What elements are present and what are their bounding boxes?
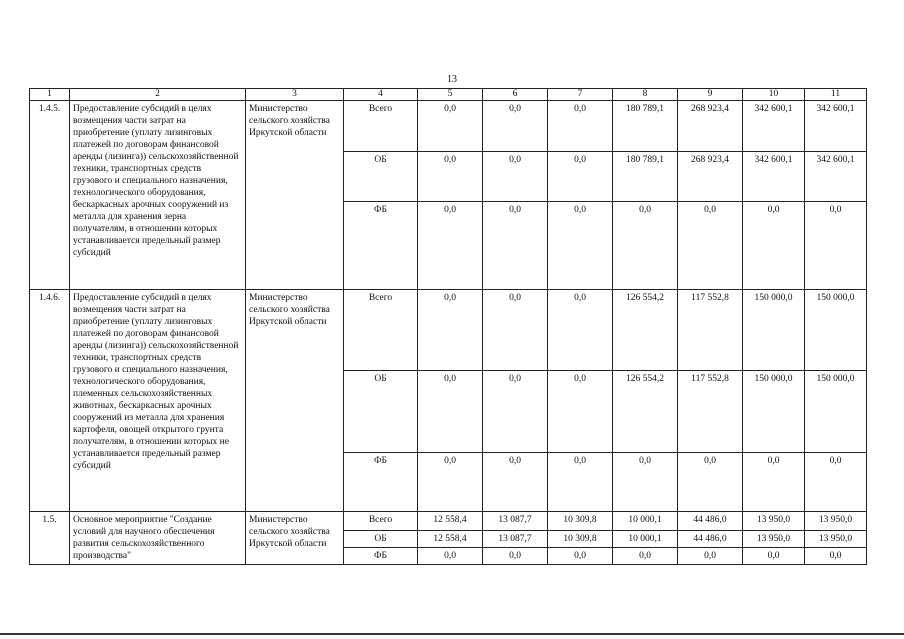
row-executor: Министерство сельского хозяйства Иркутской области — [246, 101, 344, 290]
row-description: Предоставление субсидий в целях возмещения части затрат на приобретение (уплату лизинговых платежей по договорам финансовой аренды (лизинга)) сельскохозяйственной техники, транспортных средств грузового и специального назначения, технологического оборудования, бескаркасных арочных сооружений из металла для хранения зерна получателям, в отношении которых устанавливается предельный размер субсидий — [70, 101, 246, 290]
value-cell: 0,0 — [548, 371, 613, 453]
budget-table — [29, 88, 867, 565]
value-cell: 0,0 — [483, 101, 548, 152]
value-cell: 0,0 — [548, 101, 613, 152]
value-cell: 0,0 — [418, 290, 483, 371]
value-cell: 0,0 — [483, 152, 548, 202]
scan-edge-line — [0, 633, 904, 635]
value-cell: 12 558,4 — [418, 512, 483, 531]
value-cell: 0,0 — [678, 548, 743, 565]
row-number: 1.4.5. — [30, 101, 70, 290]
table-row — [30, 512, 867, 531]
value-cell: 13 950,0 — [805, 531, 867, 548]
value-cell: 0,0 — [548, 548, 613, 565]
value-cell: 0,0 — [418, 548, 483, 565]
value-cell: 0,0 — [418, 202, 483, 290]
source-label: Всего — [344, 101, 418, 152]
value-cell: 342 600,1 — [743, 152, 805, 202]
value-cell: 180 789,1 — [613, 152, 678, 202]
value-cell: 10 309,8 — [548, 531, 613, 548]
value-cell: 0,0 — [418, 371, 483, 453]
value-cell: 0,0 — [548, 152, 613, 202]
value-cell: 10 309,8 — [548, 512, 613, 531]
value-cell: 13 950,0 — [805, 512, 867, 531]
value-cell: 150 000,0 — [743, 290, 805, 371]
value-cell: 13 950,0 — [743, 531, 805, 548]
value-cell: 0,0 — [743, 453, 805, 512]
value-cell: 0,0 — [743, 202, 805, 290]
value-cell: 0,0 — [805, 453, 867, 512]
value-cell: 0,0 — [483, 202, 548, 290]
value-cell: 150 000,0 — [805, 371, 867, 453]
row-description: Основное мероприятие "Создание условий для научного обеспечения развития сельскохозяйственного производства" — [70, 512, 246, 565]
value-cell: 0,0 — [678, 453, 743, 512]
table-row — [30, 101, 867, 152]
value-cell: 0,0 — [483, 453, 548, 512]
value-cell: 0,0 — [483, 548, 548, 565]
source-label: Всего — [344, 512, 418, 531]
source-label: ФБ — [344, 548, 418, 565]
value-cell: 0,0 — [743, 548, 805, 565]
column-header: 9 — [678, 89, 743, 101]
value-cell: 0,0 — [548, 290, 613, 371]
value-cell: 0,0 — [613, 453, 678, 512]
value-cell: 126 554,2 — [613, 371, 678, 453]
page-number: 13 — [447, 74, 457, 85]
value-cell: 0,0 — [418, 152, 483, 202]
source-label: ФБ — [344, 202, 418, 290]
value-cell: 0,0 — [548, 202, 613, 290]
value-cell: 10 000,1 — [613, 531, 678, 548]
value-cell: 0,0 — [418, 453, 483, 512]
value-cell: 0,0 — [678, 202, 743, 290]
value-cell: 0,0 — [483, 290, 548, 371]
value-cell: 268 923,4 — [678, 101, 743, 152]
source-label: Всего — [344, 290, 418, 371]
column-header: 10 — [743, 89, 805, 101]
table-row — [30, 290, 867, 371]
column-header: 6 — [483, 89, 548, 101]
column-header: 2 — [70, 89, 246, 101]
value-cell: 117 552,8 — [678, 371, 743, 453]
header-row — [30, 89, 867, 101]
row-executor: Министерство сельского хозяйства Иркутской области — [246, 290, 344, 512]
value-cell: 342 600,1 — [743, 101, 805, 152]
column-header: 7 — [548, 89, 613, 101]
value-cell: 0,0 — [548, 453, 613, 512]
column-header: 11 — [805, 89, 867, 101]
value-cell: 0,0 — [613, 548, 678, 565]
value-cell: 0,0 — [805, 548, 867, 565]
value-cell: 13 087,7 — [483, 531, 548, 548]
column-header: 1 — [30, 89, 70, 101]
value-cell: 150 000,0 — [805, 290, 867, 371]
value-cell: 0,0 — [418, 101, 483, 152]
source-label: ОБ — [344, 531, 418, 548]
source-label: ОБ — [344, 371, 418, 453]
value-cell: 10 000,1 — [613, 512, 678, 531]
value-cell: 44 486,0 — [678, 531, 743, 548]
column-header: 3 — [246, 89, 344, 101]
value-cell: 44 486,0 — [678, 512, 743, 531]
column-header: 8 — [613, 89, 678, 101]
value-cell: 0,0 — [805, 202, 867, 290]
row-executor: Министерство сельского хозяйства Иркутской области — [246, 512, 344, 565]
value-cell: 150 000,0 — [743, 371, 805, 453]
column-header: 5 — [418, 89, 483, 101]
value-cell: 0,0 — [613, 202, 678, 290]
value-cell: 342 600,1 — [805, 101, 867, 152]
column-header: 4 — [344, 89, 418, 101]
source-label: ФБ — [344, 453, 418, 512]
value-cell: 0,0 — [483, 371, 548, 453]
source-label: ОБ — [344, 152, 418, 202]
value-cell: 126 554,2 — [613, 290, 678, 371]
row-number: 1.4.6. — [30, 290, 70, 512]
row-description: Предоставление субсидий в целях возмещения части затрат на приобретение (уплату лизинговых платежей по договорам финансовой аренды (лизинга)) сельскохозяйственной техники, транспортных средств грузового и специального назначения, технологического оборудования, племенных сельскохозяйственных животных, бескаркасных арочных сооружений из металла для хранения картофеля, овощей открытого грунта получателям, в отношении которых не устанавливается предельный размер субсидий — [70, 290, 246, 512]
value-cell: 268 923,4 — [678, 152, 743, 202]
value-cell: 342 600,1 — [805, 152, 867, 202]
value-cell: 13 087,7 — [483, 512, 548, 531]
row-number: 1.5. — [30, 512, 70, 565]
value-cell: 117 552,8 — [678, 290, 743, 371]
value-cell: 12 558,4 — [418, 531, 483, 548]
value-cell: 13 950,0 — [743, 512, 805, 531]
value-cell: 180 789,1 — [613, 101, 678, 152]
